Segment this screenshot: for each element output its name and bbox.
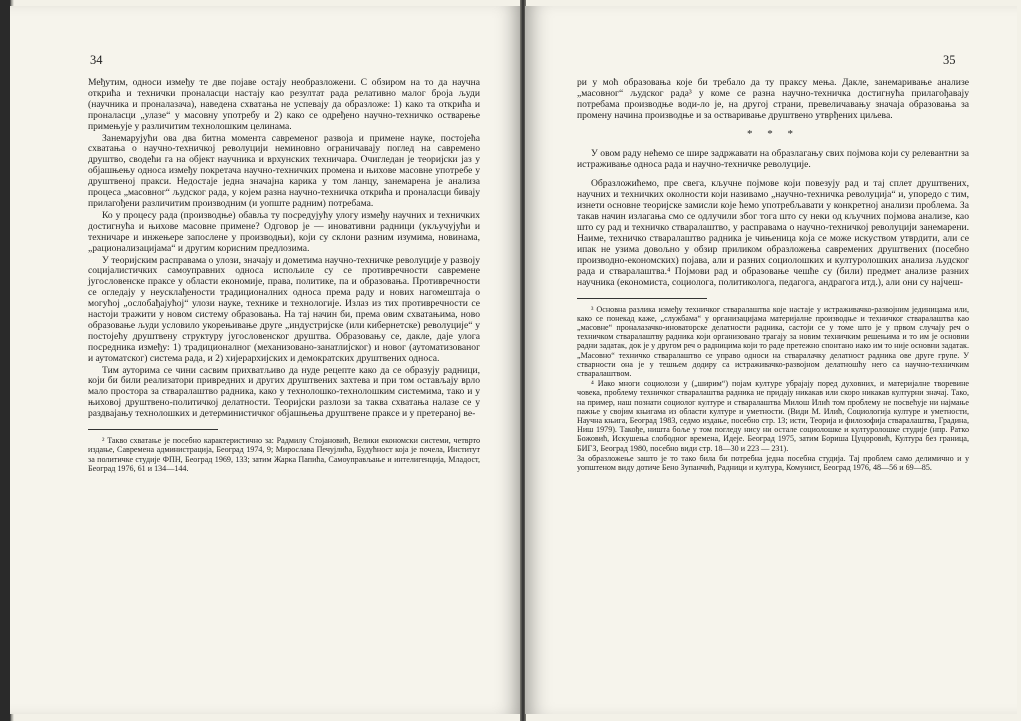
- body-paragraph: ри у моћ образовања које би требало да ту праксу мења. Дакле, занемаривање анализе „масовног“ људског рада³ у коме се разна научно-техничка достигнућа прилагођавају потребама производње води-ло је, на другој страни, превеличавању значаја образовања за промену начина производње и за остваривање друштвено утврђених циљева.: [577, 77, 969, 121]
- page-number: 34: [90, 53, 103, 67]
- right-text-column: [577, 78, 969, 472]
- footnotes: [577, 305, 969, 473]
- footnote-rule: [88, 429, 218, 430]
- right-page: [525, 6, 1017, 714]
- body-paragraph: Образложићемо, пре свега, кључне појмове који повезују рад и тај сплет друштвених, научних и техничких околности који називамо „научно-техничка револуција“ и, упоредо с тим, изнети основне теоријске замисли које ћемо употребљавати у конкретној анализи проблема. За такав начин излагања смо се одлучили због тога што су неки од кључних појмова анализе, као што су рад и техничко стваралаштво, у расправама о научно-техничкој револуцији занемарени. Наиме, техничко стваралаштво радника је чињеница која се може искуством утврдити, али се ипак не узима довољно у обзир приликом образложења савремених друштвених (посебно производно-економских) појава, али и разних социолошких и културолошких анализа људског рада и стваралаштва.⁴ Појмови рад и образовање чешће су (били) предмет анализе разних научника (економиста, социолога, политиколога, педагога, андрагога итд.), али они су најчеш-: [577, 178, 969, 288]
- footnote: За образложење зашто је то тако била би потребна једна посебна студија. Тај проблем само делимично и у уопштеном виду дотиче Бено Зупанчић, Радници и култура, Комунист, Београд 1976, 48—56 и 69—85.: [577, 453, 969, 472]
- body-paragraph: Међутим, односи између те две појаве остају необразложени. С обзиром на то да научна открића и технички проналасци настају као резултат рада релативно малог броја људи (научника и проналазача), наведена схватања не успевају да образложе: 1) како та открића и проналасци „улазе“ у масовну употребу и 2) како се одређено научно-техничко остварење примењује у различитим технолошким целинама.: [88, 77, 480, 132]
- footnote-rule: [577, 298, 707, 299]
- body-paragraph: Тим ауторима се чини сасвим прихватљиво да нуде рецепте како да се образују радници, који би били реализатори привредних и других друштвених захтева и при том остављају врло мало простора за стваралаштво радника, како у технолошко-технолошким системима, тако и у њиховој друштвено-политичкој делатности. Теоријски разлози за таква схватања налазе се у раздвајању технолошких и детерминистичког објашњења друштвене праксе и у претераној ве-: [88, 364, 480, 420]
- section-separator: * * *: [747, 127, 799, 140]
- footnote: ³ Основна разлика између техничког стваралаштва које настаје у истраживачко-развојним јединицама или, како се понекад каже, „службама“ у организацијама материјалне производње и техничког стваралаштва као „масовне“ проналазачко-иноваторске делатности радника, састоји се у томе што је у првом случају реч о техничком стваралаштву радника који организовано трагају за новим техничким решењима и то им је основни радни задатак, док је у другом реч о радницима који то раде претежно спонтано иако им то није основни задатак. „Масовно“ техничко стваралаштво се управо односи на стваралачку делатност радника ове друге групе. У стварности она је у тешњем додиру са истраживачко-развојном делатношћу него са научно-техничким стваралаштвом.: [577, 304, 969, 378]
- body-paragraph: У овом раду нећемо се шире задржавати на образлагању свих појмова који су релевантни за истраживање односа рада и научно-техничке револуције.: [577, 147, 969, 170]
- footnote: ² Такво схватање је посебно карактеристично за: Радмилу Стојановић, Велики економски системи, четврто издање, Савремена администрација, Београд 1974, 9; Мирослава Печујлића, Будућност која је почела, Институт за политичке студије ФПН, Београд 1969, 133; затим Жарка Папића, Самоуправљање и интелигенција, Младост, Београд 1976, 61 и 134—144.: [88, 436, 480, 473]
- body-paragraph: Ко у процесу рада (производње) обавља ту посредујућу улогу између научних и техничких достигнућа и њихове масовне примене? Одговор је — иновативни радници (укључујући и техничаре и инжењере запослене у производњи), који су склони разним изумима, новинама, „рационализацијама“ и другим корисним предлозима.: [88, 209, 480, 254]
- footnote: ⁴ Иако многи социолози у („ширим“) појам културе убрајају поред духовних, и материјалне творевине човека, проблему техничког стваралаштва радника не придају никакав или скоро никакав културни значај. Тако, на пример, наш познати социолог културе и стваралаштва Милош Илић том проблему не посвећује ни најмање пажње у својим књигама из области културе и уметности. (Види М. Илић, Социологија културе и уметности, Научна књига, Београд 1983, седмо издање, посебно стр. 13; исти, Теорија и филозофија стваралаштва, Градина, Ниш 1979). Такође, ништа боље у том погледу нису ни остале социолошке и културолошке студије (нпр. Ратко Божовић, Искушења слободног времена, Идеје. Београд 1975, затим Бориша Цуцоровић, Култура без граница, БИГЗ, Београд 1980, посебно види стр. 18—30 и 223 — 231).: [577, 379, 969, 453]
- footnotes: [88, 436, 480, 473]
- body-paragraph: Занемарујући ова два битна момента савременог развоја и примене науке, постојећа схватања о научно-техничкој револуцији неминовно ограничавају поглед на савремено друштво, сводећи га на објект научника и врхунских техничара. Очигледан је теоријски јаз у објашњењу односа између покретача научно-техничких промена и њихове масовне употребе у друштвеној пракси. Недостаје једна значајна карика у том ланцу, занемарена је анализа процеса „масовног“ људског рада, у којем разна научно-техничка открића и проналасци бивају прилагођени различитим производним (и уопште радним) потребама.: [88, 132, 480, 209]
- left-page: [10, 6, 522, 714]
- page-number: 35: [943, 53, 956, 67]
- body-paragraph: У теоријским расправама о улози, значају и дометима научно-техничке револуције у развоју социјалистичких самоуправних односа испољиле су се противречности савремене југословенске праксе у области економије, права, политике, па и образовања. Противречности се огледају у неусклађености традиционалних односа према раду и нових нагомештаја о могућој „ослобађајућој“ улози науке, технике и технологије. Излаз из тих противречности се настоји тражити у новом систему образовања. На тај начин би, према овим схватањима, ново образовање људи условило укорењивање друге „индустријске (или кибернетске) револуције“ у постојећу друштвену структуру југословенског друштва. Образовању се, дакле, даје улога посредника између: 1) традиционалног (механизовано-занатлијског) и новог (аутоматизованог и аутоматског) система рада, и 2) хијерархијских и демократских друштвених односа.: [88, 254, 480, 364]
- left-text-column: [88, 78, 480, 473]
